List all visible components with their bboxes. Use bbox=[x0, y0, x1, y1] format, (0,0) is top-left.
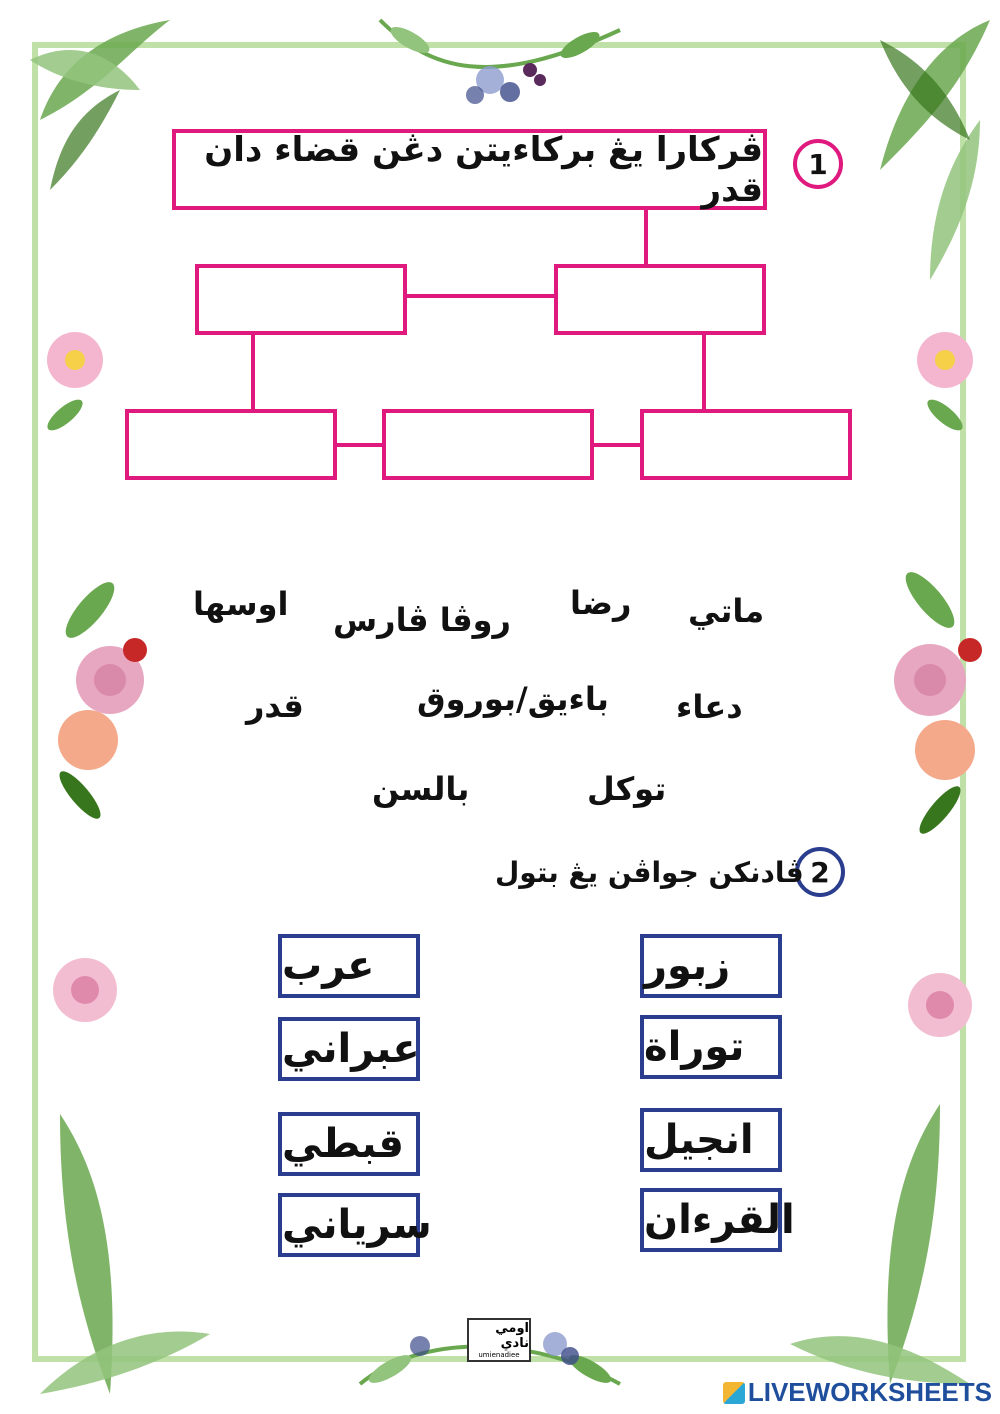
liveworksheets-brand[interactable] bbox=[723, 1377, 992, 1408]
word-bank-item[interactable]: دعاء bbox=[676, 688, 743, 726]
question-number-1-label: 1 bbox=[808, 147, 828, 181]
connector-line bbox=[644, 208, 648, 266]
word-bank-item[interactable]: توكل bbox=[587, 770, 667, 808]
word-bank-item[interactable]: قدر bbox=[246, 687, 304, 725]
answer-box-top-left[interactable] bbox=[195, 264, 407, 335]
left-small-rose-decoration bbox=[40, 945, 130, 1035]
answer-box-bottom-right[interactable] bbox=[640, 409, 852, 480]
right-rose-bouquet-decoration bbox=[870, 560, 990, 840]
word-bank-item[interactable]: رضا bbox=[570, 584, 632, 622]
question-number-1 bbox=[793, 139, 843, 189]
word-bank-item[interactable]: باءيق/بوروق bbox=[417, 680, 609, 718]
matching-instruction: ڤادنكن جواڤن يڠ بتول bbox=[495, 856, 804, 889]
author-logo bbox=[467, 1318, 531, 1362]
author-logo-subtext: umienadiee bbox=[478, 1351, 520, 1359]
liveworksheets-brand-text: LIVEWORKSHEETS bbox=[747, 1377, 992, 1407]
right-small-rose-decoration bbox=[895, 960, 985, 1050]
match-item-left[interactable]: القرءان bbox=[640, 1188, 782, 1252]
author-logo-text: اومي نادي bbox=[495, 1321, 529, 1351]
connector-line bbox=[702, 333, 706, 411]
word-bank-item[interactable]: بالسن bbox=[372, 770, 470, 808]
right-pink-flower-decoration bbox=[905, 320, 985, 440]
connector-line bbox=[334, 443, 384, 447]
answer-box-bottom-left[interactable] bbox=[125, 409, 337, 480]
bottom-right-leaves-decoration bbox=[780, 1084, 980, 1404]
left-pink-flower-decoration bbox=[35, 320, 115, 440]
match-item-right[interactable]: عرب bbox=[278, 934, 420, 998]
match-item-left[interactable]: انجيل bbox=[640, 1108, 782, 1172]
word-bank-item[interactable]: ماتي bbox=[688, 592, 765, 630]
connector-line bbox=[592, 443, 642, 447]
question-number-2-label: 2 bbox=[810, 855, 830, 889]
answer-box-top-right[interactable] bbox=[554, 264, 766, 335]
word-bank-item[interactable]: روڤا ڤارس bbox=[333, 601, 511, 639]
word-bank-item[interactable]: اوسها bbox=[193, 585, 289, 623]
liveworksheets-logo-icon bbox=[723, 1382, 745, 1404]
match-item-right[interactable]: قبطي bbox=[278, 1112, 420, 1176]
left-rose-bouquet-decoration bbox=[30, 570, 150, 830]
top-right-leaves-decoration bbox=[820, 0, 1000, 300]
match-item-left[interactable]: زبور bbox=[640, 934, 782, 998]
match-item-right[interactable]: سرياني bbox=[278, 1193, 420, 1257]
diagram-title: ڤركارا يڠ بركاءيتن دڠن قضاء دان قدر bbox=[204, 129, 763, 210]
diagram-title-box bbox=[172, 129, 767, 210]
bottom-left-leaves-decoration bbox=[20, 1094, 220, 1414]
connector-line bbox=[404, 294, 556, 298]
connector-line bbox=[251, 333, 255, 411]
match-item-left[interactable]: توراة bbox=[640, 1015, 782, 1079]
match-item-right[interactable]: عبراني bbox=[278, 1017, 420, 1081]
answer-box-bottom-center[interactable] bbox=[382, 409, 594, 480]
top-center-wreath-decoration bbox=[370, 0, 630, 140]
